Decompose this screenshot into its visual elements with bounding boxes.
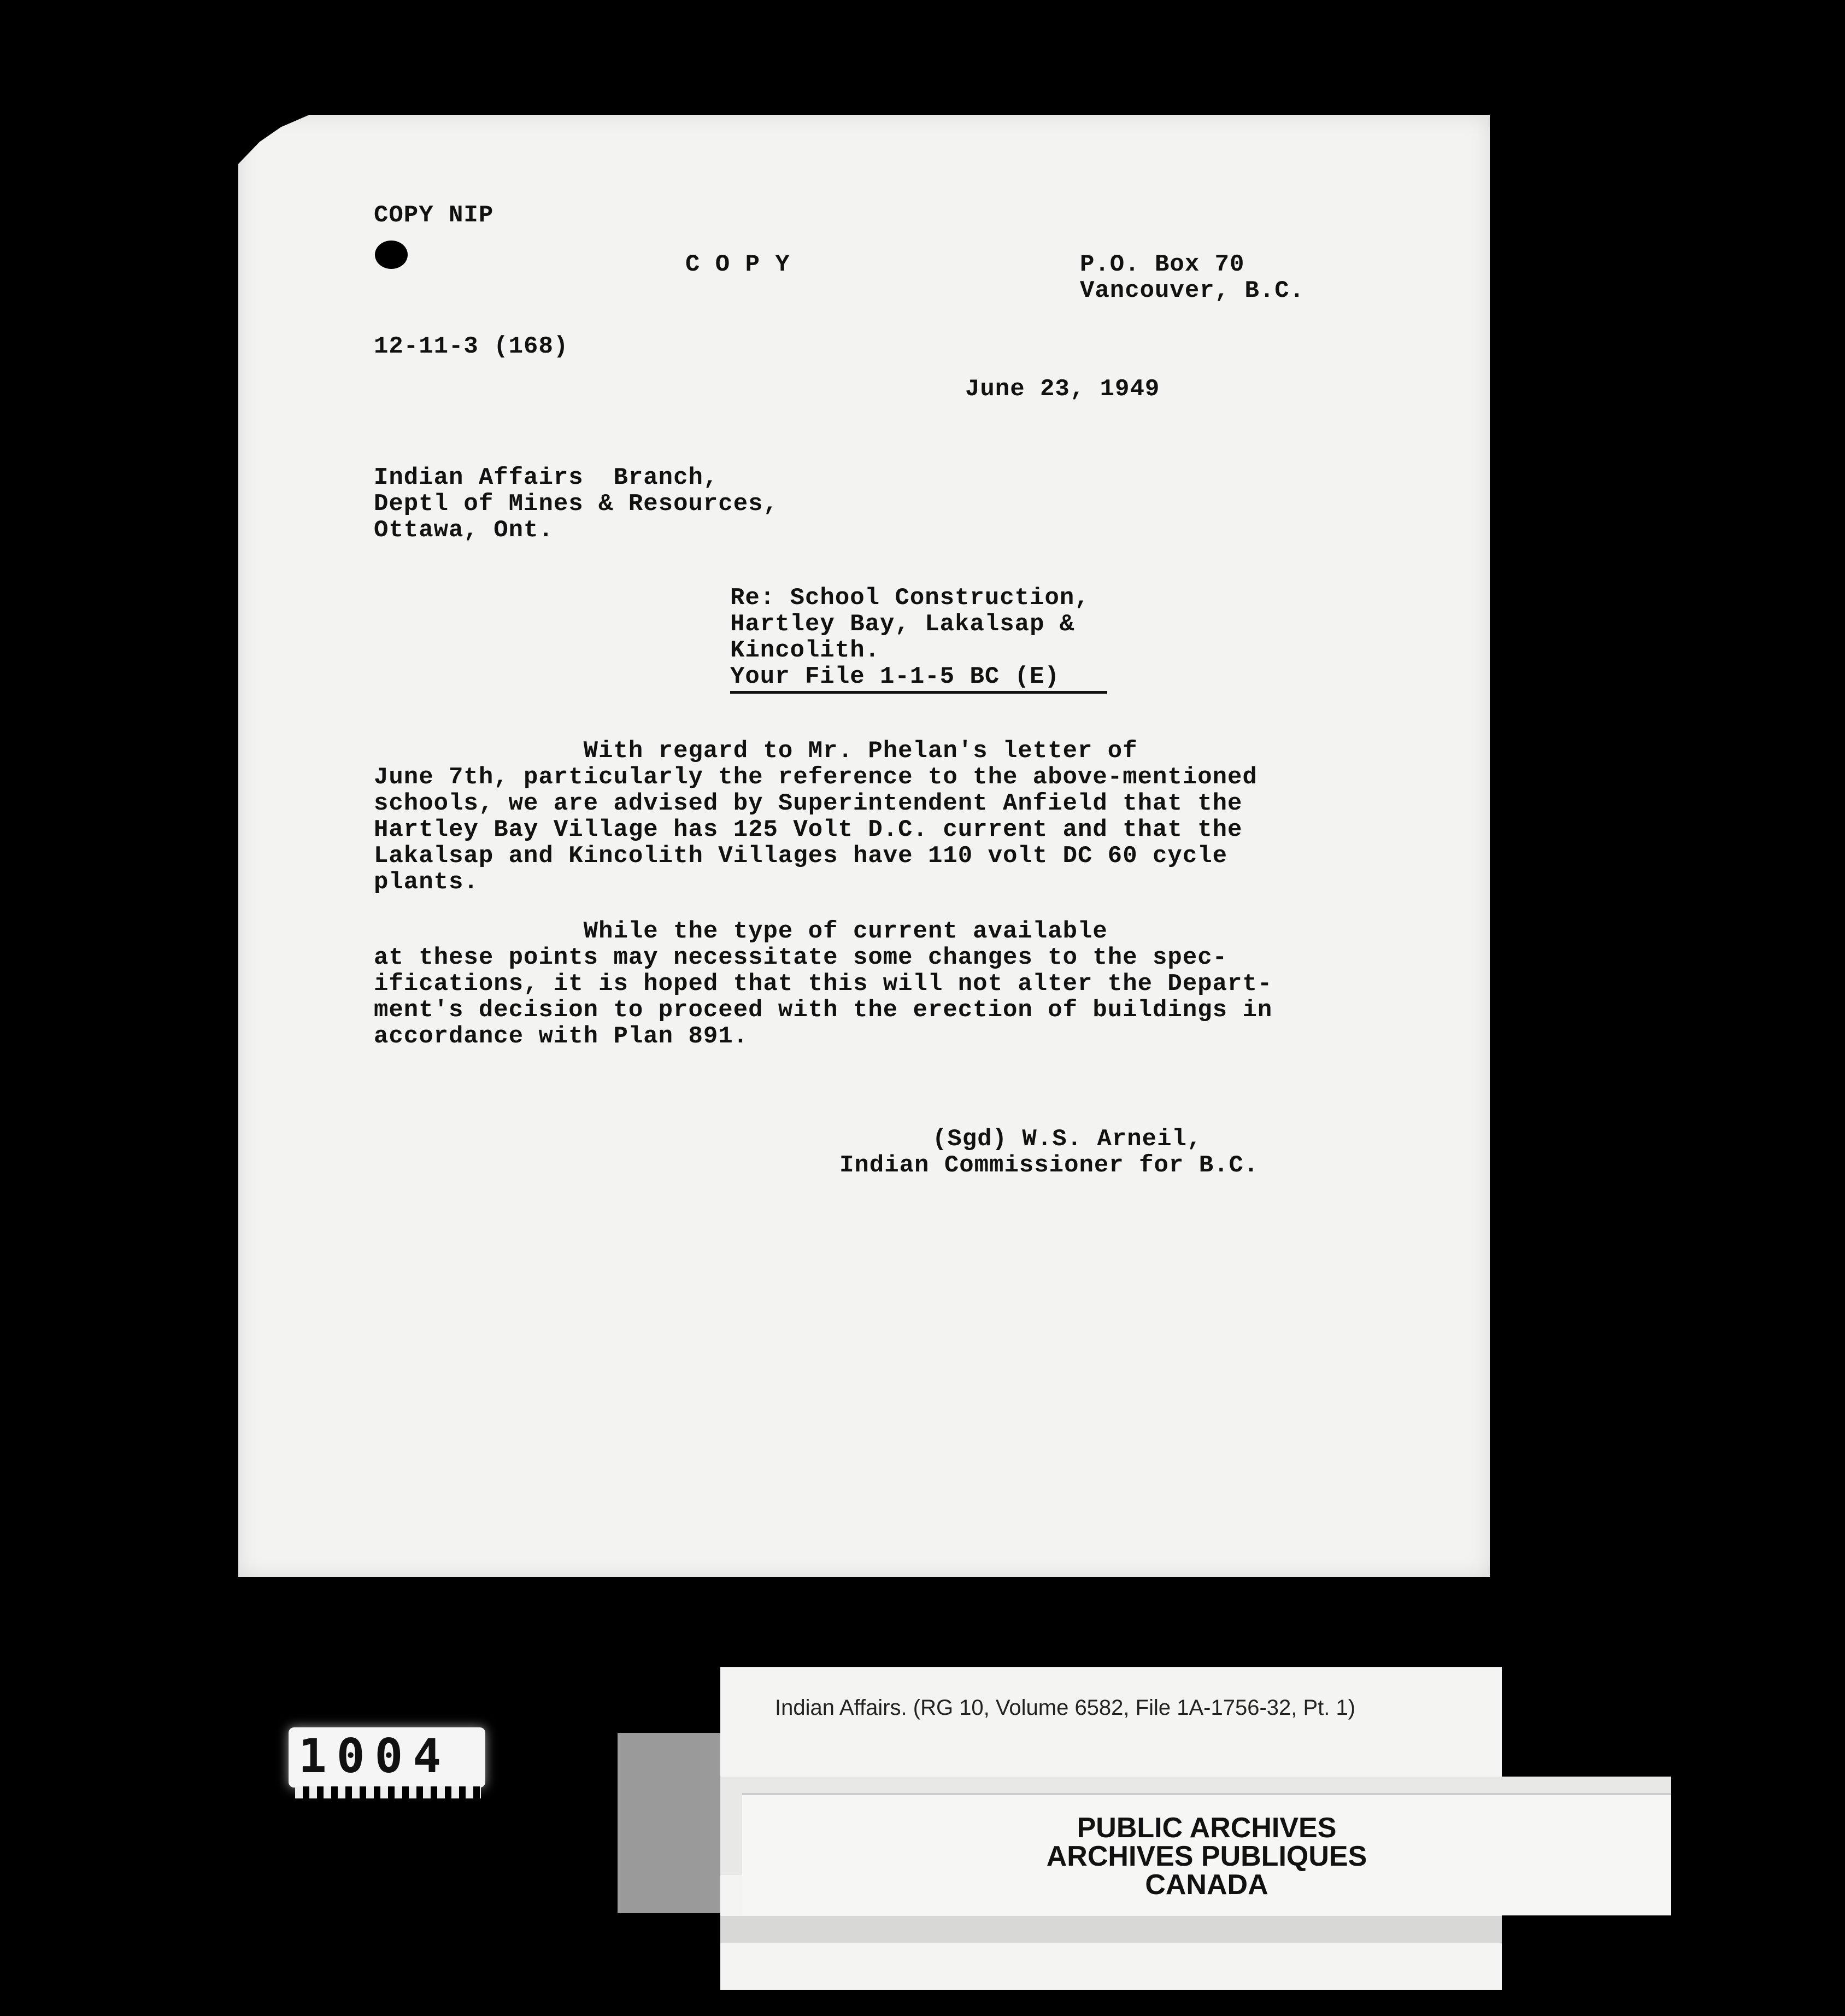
recipient-line-2: Deptl of Mines & Resources,	[374, 490, 778, 518]
signature-line-2: Indian Commissioner for B.C.	[839, 1152, 1259, 1179]
subject-line-2: Hartley Bay, Lakalsap &	[730, 611, 1075, 638]
paragraph-1-line-5: Lakalsap and Kincolith Villages have 110 volt DC 60 cycle	[374, 842, 1228, 870]
paragraph-2-line-1: While the type of current available	[374, 918, 1108, 945]
archives-line-3: CANADA	[1145, 1869, 1268, 1901]
archives-line-2: ARCHIVES PUBLIQUES	[1046, 1841, 1367, 1872]
film-sprockets	[295, 1786, 481, 1798]
grey-label-block	[618, 1733, 738, 1913]
letter-page	[238, 115, 1490, 1577]
signature-line-1: (Sgd) W.S. Arneil,	[932, 1126, 1202, 1153]
paragraph-1-line-4: Hartley Bay Village has 125 Volt D.C. current and that the	[374, 816, 1243, 843]
paragraph-2-line-2: at these points may necessitate some changes to the spec-	[374, 944, 1228, 971]
archives-line-1: PUBLIC ARCHIVES	[1077, 1812, 1337, 1844]
paragraph-1-line-3: schools, we are advised by Superintendent Anfield that the	[374, 790, 1243, 817]
frame-number: 1004	[298, 1729, 451, 1784]
subject-line-3: Kincolith.	[730, 637, 880, 664]
citation-text: Indian Affairs. (RG 10, Volume 6582, File 1A-1756-32, Pt. 1)	[775, 1696, 1356, 1720]
copy-mark: COPY NIP	[374, 202, 494, 229]
archives-stamp	[742, 1793, 1671, 1915]
card-bottom-edge	[720, 1916, 1502, 1943]
paragraph-1-line-1: With regard to Mr. Phelan's letter of	[374, 737, 1138, 765]
recipient-line-3: Ottawa, Ont.	[374, 517, 554, 544]
copy-heading: C O P Y	[685, 251, 790, 278]
recipient-line-1: Indian Affairs Branch,	[374, 464, 719, 491]
sender-address-line-2: Vancouver, B.C.	[1080, 277, 1305, 304]
letter-date: June 23, 1949	[965, 376, 1160, 403]
paragraph-1-line-6: plants.	[374, 869, 479, 896]
punch-hole-mark	[375, 241, 408, 269]
paragraph-1-line-2: June 7th, particularly the reference to the above-mentioned	[374, 764, 1258, 791]
paragraph-2-line-3: ifications, it is hoped that this will not alter the Depart-	[374, 970, 1273, 998]
paragraph-2-line-5: accordance with Plan 891.	[374, 1023, 749, 1050]
frame-counter	[289, 1727, 485, 1788]
paragraph-2-line-4: ment's decision to proceed with the erection of buildings in	[374, 997, 1273, 1024]
file-reference: 12-11-3 (168)	[374, 333, 569, 360]
subject-line-1: Re: School Construction,	[730, 584, 1090, 612]
sender-address-line-1: P.O. Box 70	[1080, 251, 1245, 278]
your-file-reference: Your File 1-1-5 BC (E)	[730, 664, 1107, 694]
torn-corner	[238, 115, 309, 164]
